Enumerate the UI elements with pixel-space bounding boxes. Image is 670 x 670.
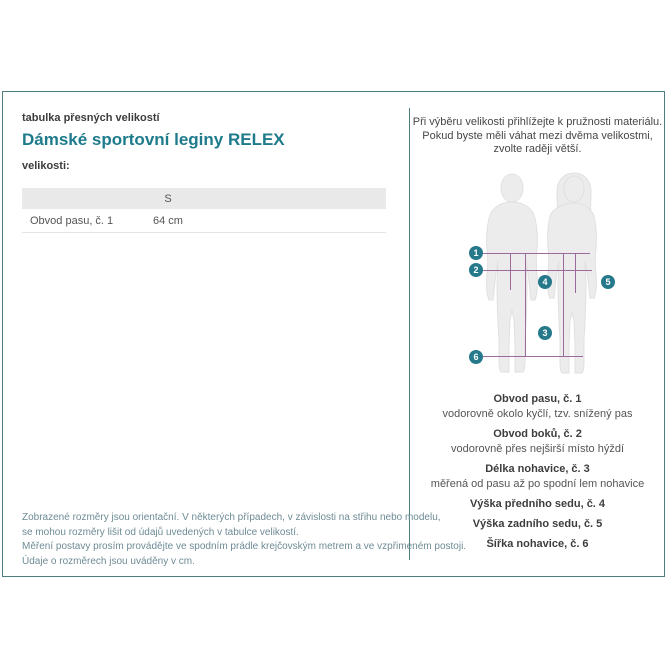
disclaimer-line: Měření postavy prosím provádějte ve spodním prádle krejčovským metrem a ve vzpřimeném postoji. [22, 541, 467, 552]
marker-5-badge: 5 [601, 275, 615, 289]
disclaimer [22, 511, 466, 569]
female-body [548, 203, 597, 373]
table-heading: tabulka přesných velikostí [22, 112, 160, 124]
measure-name: Šířka nohavice, č. 6 [486, 538, 589, 550]
marker-4-badge: 4 [538, 275, 552, 289]
measure-name: Výška zadního sedu, č. 5 [472, 518, 603, 530]
measure-desc: vodorovně okolo kyčlí, tzv. snížený pas [442, 408, 633, 420]
advice-line: zvolte raději větší. [493, 143, 582, 155]
male-body [487, 202, 538, 372]
advice-line: Pokud byste měli váhat mezi dvěma velikostmi, [422, 129, 653, 142]
size-column-header: S [126, 188, 210, 209]
disclaimer-line: Zobrazené rozměry jsou orientační. V některých případech, v závislosti na střihu nebo modelu, [22, 512, 441, 523]
empty-cell [210, 209, 386, 233]
measure-desc: měřená od pasu až po spodní lem nohavice [430, 478, 645, 490]
size-advice-text [411, 116, 664, 157]
list-item [411, 537, 664, 552]
measurement-diagram [455, 165, 625, 385]
front-rise-line [510, 253, 511, 290]
leg-length-line-1 [525, 253, 526, 356]
marker-1-badge: 1 [469, 246, 483, 260]
table-row [22, 209, 386, 233]
size-table [22, 188, 386, 233]
measure-name: Délka nohavice, č. 3 [485, 463, 590, 475]
list-item [411, 427, 664, 457]
marker-3-badge: 3 [538, 326, 552, 340]
measure-value-cell: 64 cm [126, 209, 210, 233]
waist-line [481, 253, 590, 254]
marker-6-badge: 6 [469, 350, 483, 364]
back-rise-line [575, 253, 576, 293]
female-head [564, 176, 584, 202]
advice-line: Při výběru velikosti přihlížejte k pružnosti materiálu. [412, 116, 663, 128]
measure-definitions-list [411, 392, 664, 557]
measure-name: Obvod pasu, č. 1 [493, 393, 582, 405]
hem-line [481, 356, 583, 357]
list-item [411, 392, 664, 422]
size-table-header-row [22, 188, 386, 209]
marker-2-badge: 2 [469, 263, 483, 277]
measure-name: Výška předního sedu, č. 4 [469, 498, 606, 510]
empty-header-cell [210, 188, 386, 209]
sizes-label: velikosti: [22, 160, 70, 172]
male-head [501, 174, 523, 202]
empty-header-cell [22, 188, 126, 209]
leg-length-line-2 [563, 253, 564, 356]
list-item [411, 462, 664, 492]
measure-label-cell: Obvod pasu, č. 1 [22, 209, 126, 233]
disclaimer-line: se mohou rozměry lišit od údajů uvedených v tabulce velikostí. [22, 526, 299, 538]
product-title: Dámské sportovní leginy RELEX [22, 130, 285, 149]
list-item [411, 497, 664, 512]
disclaimer-line: Údaje o rozměrech jsou uváděny v cm. [22, 555, 195, 567]
list-item [411, 517, 664, 532]
measure-name: Obvod boků, č. 2 [493, 428, 582, 440]
size-chart-panel [2, 91, 665, 577]
measure-desc: vodorovně přes nejširší místo hýždí [450, 443, 625, 455]
panel-divider [409, 108, 410, 560]
